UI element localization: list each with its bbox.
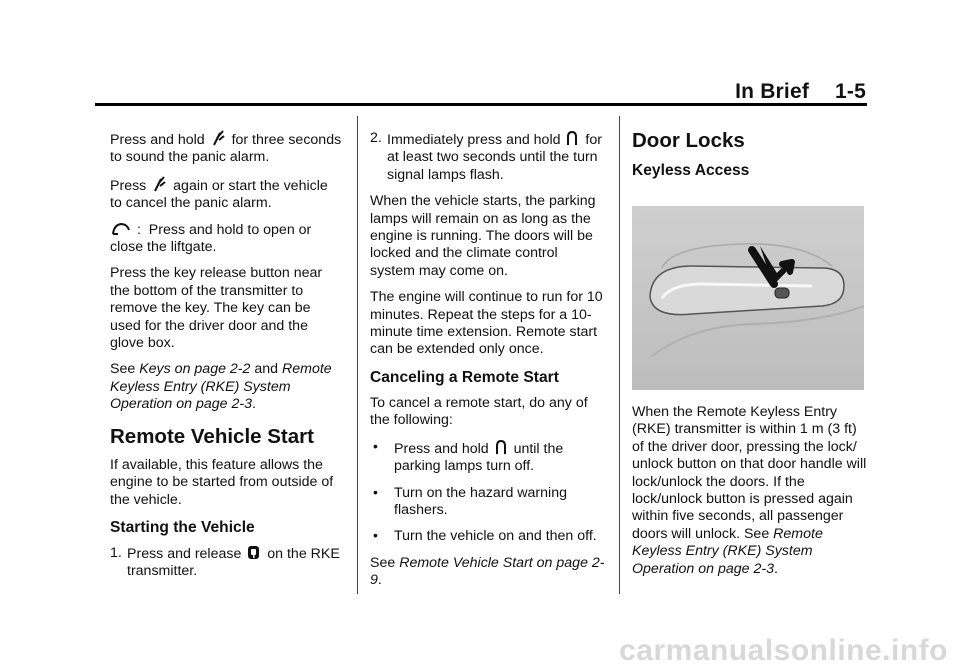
see-also-paragraph: See Keys on page 2-2 and Remote Keyless Entry (RKE) System Operation on page 2-3. [110, 361, 332, 413]
list-item: • Press and hold until the parking lamps turn off. [373, 437, 564, 475]
cancel-panic-paragraph: Press again or start the vehicle to cancel the panic alarm. [110, 177, 328, 212]
heading-door-locks: Door Locks [632, 129, 745, 152]
panic-alarm-icon [152, 176, 166, 192]
engine-run-paragraph: The engine will continue to run for 10 minutes. Repeat the steps for a 10-minute time extension. Remote start can be extended only once. [370, 289, 603, 358]
remote-start-icon [495, 439, 507, 455]
cross-reference: Remote Vehicle Start on page 2-9 [370, 554, 605, 589]
watermark: carmanualsonline.info [619, 634, 948, 667]
cross-reference: Remote Keyless Entry (RKE) System Operation on page 2-3 [110, 361, 332, 413]
keyless-access-paragraph: When the Remote Keyless Entry (RKE) transmitter is within 1 m (3 ft) of the driver door, pressing the lock/ unlock button on that door handle will lock/unlock the doors. If the lock/unlock button is pressed again within five seconds, all passenger doors will unlock. See Remote Keyless Entry (RKE) System Operation on page 2-3. [632, 404, 867, 577]
column-3 [632, 130, 868, 587]
door-handle-illustration [632, 206, 864, 390]
liftgate-icon [112, 222, 130, 236]
header-rule [95, 103, 867, 106]
heading-remote-vehicle-start: Remote Vehicle Start [110, 424, 314, 448]
heading-starting-the-vehicle: Starting the Vehicle [110, 518, 255, 536]
door-handle-photo [632, 206, 864, 390]
column-divider-2 [619, 116, 620, 594]
vehicle-starts-paragraph: When the vehicle starts, the parking lamps will remain on as long as the engine is running. The doors will be locked and the climate control system may come on. [370, 193, 596, 279]
heading-keyless-access: Keyless Access [632, 162, 750, 179]
heading-canceling-remote-start: Canceling a Remote Start [370, 368, 559, 386]
step-1: 1. Press and release on the RKE transmitter. [110, 544, 340, 580]
key-release-paragraph: Press the key release button near the bottom of the transmitter to remove the key. The key can be used for the driver door and the glove box. [110, 265, 323, 352]
list-item: • Turn the vehicle on and then off. [373, 527, 597, 545]
cancel-intro: To cancel a remote start, do any of the following: [370, 394, 588, 429]
lock-icon [247, 545, 260, 560]
step-2: 2. Immediately press and hold for at least two seconds until the turn signal lamps flash. [370, 130, 602, 183]
column-2 [370, 130, 606, 599]
remote-start-intro: If available, this feature allows the engine to be started from outside of the vehicle. [110, 456, 334, 508]
remote-start-icon [566, 130, 578, 146]
panic-alarm-icon [211, 130, 225, 146]
panic-paragraph: Press and hold for three seconds to sound the panic alarm. [110, 132, 342, 166]
cross-reference: Remote Keyless Entry (RKE) System Operation on page 2-3 [632, 525, 823, 577]
list-item: • Turn on the hazard warning flashers. [373, 483, 567, 518]
column-1 [110, 130, 342, 590]
page-number: 1-5 [835, 80, 866, 103]
see-also-paragraph: See Remote Vehicle Start on page 2-9. [370, 554, 605, 589]
cross-reference: Keys on page 2-2 [139, 361, 251, 378]
page-header [735, 80, 866, 104]
section-title: In Brief [735, 80, 810, 103]
liftgate-paragraph: : Press and hold to open or close the liftgate. [110, 221, 312, 256]
column-divider-1 [357, 116, 358, 594]
